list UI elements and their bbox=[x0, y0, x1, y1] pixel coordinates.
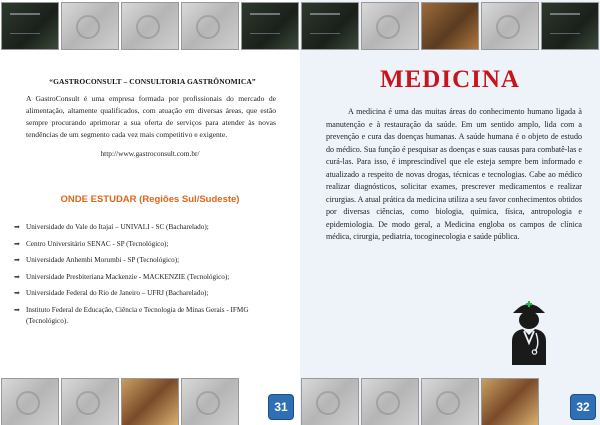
photo-thumbnail bbox=[1, 2, 59, 50]
photo-thumbnail bbox=[421, 2, 479, 50]
photo-thumbnail bbox=[181, 2, 239, 50]
company-link[interactable]: http://www.gastroconsult.com.br/ bbox=[100, 149, 200, 158]
photo-thumbnail bbox=[361, 378, 419, 425]
photo-thumbnail bbox=[181, 378, 239, 425]
page-title: MEDICINA bbox=[380, 66, 520, 93]
company-title: “GASTROCONSULT – CONSULTORIA GASTRÔNOMICA” bbox=[49, 77, 256, 86]
university-list bbox=[14, 222, 282, 333]
company-description: A GastroConsult é uma empresa formada por profissionais do mercado de alimentação, altamente qualificados, com atuação em diversas áreas, que estão sempre procurando aprimorar a sua oferta de serviços para atender às novas tendências de um segmento cada vez mais competitivo e exigente. bbox=[26, 94, 276, 140]
arrow-bullet-icon: ➡ bbox=[14, 223, 20, 231]
arrow-bullet-icon: ➡ bbox=[14, 256, 20, 265]
list-item: ➡ Universidade Presbiteriana Mackenzie - MACKENZIE (Tecnológico); bbox=[14, 272, 230, 281]
list-item: ➡ Universidade Federal do Rio de Janeiro – UFRJ (Bacharelado); bbox=[14, 289, 209, 298]
photo-thumbnail bbox=[481, 2, 539, 50]
photo-thumbnail bbox=[61, 2, 119, 50]
photo-thumbnail bbox=[61, 378, 119, 425]
photo-thumbnail bbox=[541, 2, 599, 50]
arrow-bullet-icon: ➡ bbox=[14, 272, 20, 281]
bottom-image-strip bbox=[0, 378, 300, 425]
top-image-strip bbox=[0, 2, 300, 52]
photo-thumbnail bbox=[121, 378, 179, 425]
page-number: 31 bbox=[268, 394, 294, 420]
photo-thumbnail bbox=[301, 2, 359, 50]
arrow-bullet-icon: ➡ bbox=[14, 305, 20, 314]
photo-thumbnail bbox=[301, 378, 359, 425]
where-to-study-heading: ONDE ESTUDAR (Regiões Sul/Sudeste) bbox=[60, 194, 240, 205]
photo-thumbnail bbox=[421, 378, 479, 425]
photo-thumbnail bbox=[481, 378, 539, 425]
photo-thumbnail bbox=[241, 2, 299, 50]
photo-thumbnail bbox=[361, 2, 419, 50]
page-number: 32 bbox=[570, 394, 596, 420]
doctor-icon bbox=[509, 295, 549, 365]
list-item: ➡ Centro Universitário SENAC - SP (Tecnológico); bbox=[14, 239, 169, 248]
top-image-strip bbox=[300, 2, 600, 52]
medicine-description: A medicina é uma das muitas áreas do conhecimento humano ligada à manutenção e à restauração da saúde. Em um sentido amplo, lida com a prevenção e cura das doenças humanas. A saúde humana é o objeto de estudo do médico. Sua função é pesquisar as doenças e suas causas para combatê-las e curá-las. Para isso, é imprescindível que ele esteja sempre bem informado e atualizado a respeito de novas drogas, técnicas e tecnologias. Cabe ao médico realizar diagnósticos, solicitar exames, prescrever medicamentos e realizar cirurgias. A atual prática da medicina utiliza a seu favor conhecimentos obtidos por diversas ciências, como biologia, química, física, antropologia e epidemiologia. De modo geral, a Medicina engloba os campos de clínica médica, cirurgia, pediatria, tocoginecologia e saúde pública. bbox=[326, 107, 582, 242]
photo-thumbnail bbox=[1, 378, 59, 425]
arrow-bullet-icon: ➡ bbox=[14, 239, 20, 248]
list-item: ➡ Universidade Anhembi Morumbi - SP (Tecnológico); bbox=[14, 256, 180, 265]
list-item: ➡ Instituto Federal de Educação, Ciência e Tecnologia de Minas Gerais - IFMG (Tecnológico). bbox=[14, 305, 249, 325]
arrow-bullet-icon: ➡ bbox=[14, 289, 20, 298]
photo-thumbnail bbox=[121, 2, 179, 50]
list-item: ➡ Universidade do Vale do Itajaí – UNIVALI - SC (Bacharelado); bbox=[14, 223, 209, 231]
bottom-image-strip bbox=[300, 378, 600, 425]
right-page bbox=[300, 0, 600, 425]
